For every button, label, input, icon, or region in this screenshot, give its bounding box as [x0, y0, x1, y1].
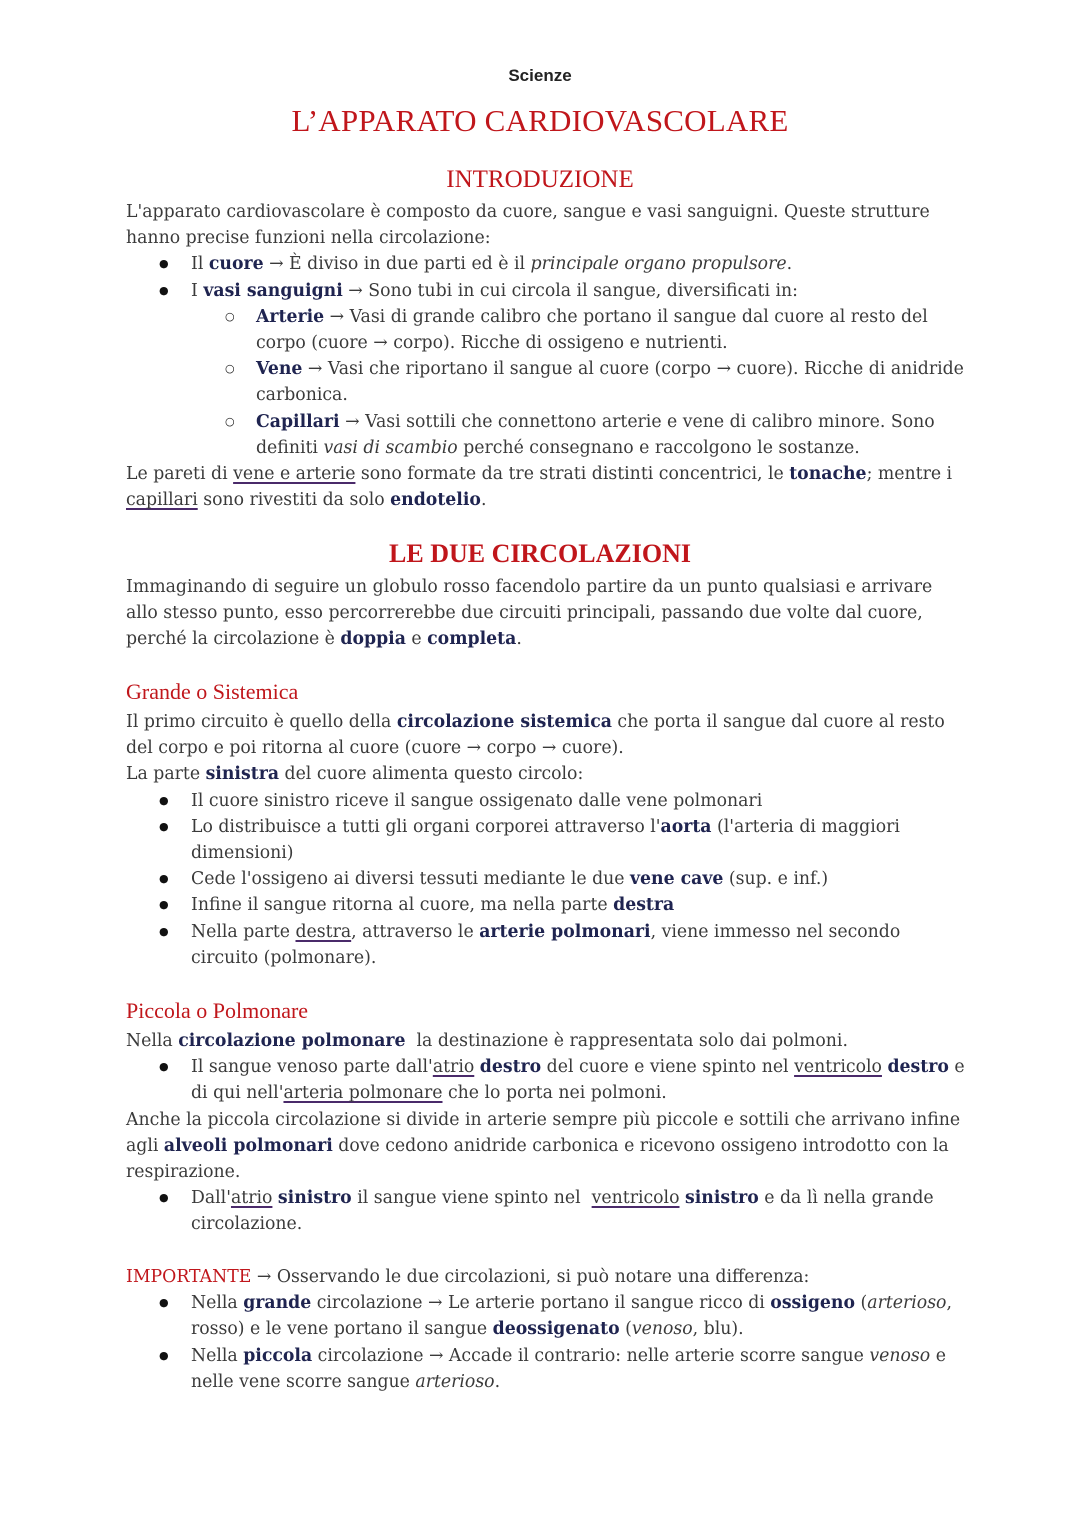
circulations-intro [126, 574, 966, 653]
sublist-item: ○ Vene → Vasi che riportano il sangue al cuore (corpo → cuore). Ricche di anidride carbonica. [126, 356, 966, 408]
grande-paragraph-2: La parte sinistra del cuore alimenta questo circolo: [126, 764, 584, 785]
piccola-list [126, 1054, 966, 1106]
page-title: L’APPARATO CARDIOVASCOLARE [291, 103, 789, 138]
circulations-paragraph: Immaginando di seguire un globulo rosso facendolo partire da un punto qualsiasi e arrivare allo stesso punto, esso percorrerebbe due circuiti principali, passando due volte dal cuore, perché la circolazione è doppia e completa. [126, 577, 933, 650]
list-item: ● Nella piccola circolazione → Accade il contrario: nelle arterie scorre sangue venoso e nelle vene scorre sangue arterioso. [126, 1343, 966, 1395]
intro-section [126, 199, 966, 513]
list-item: ● Dall'atrio sinistro il sangue viene spinto nel ventricolo sinistro e da lì nella grande circolazione. [126, 1185, 966, 1237]
list-item: ● I vasi sanguigni → Sono tubi in cui circola il sangue, diversificati in: ○ Arterie → Vasi di grande calibro che portano il sangue dal cuore al resto del corpo (cuore → corpo). Ricche di ossigeno e nutrienti. ○ Vene → Vasi che riportano il sangue al cuore (corpo → cuore). Ricche di anidride carbonica. ○ Capillari → Vasi sottili che connettono arterie e vene di calibro minore. Sono definiti vasi di scambio perché consegnano e raccolgono le sostanze. [126, 278, 966, 461]
vessel-sublist [191, 304, 966, 461]
list-item: ● Nella grande circolazione → Le arterie portano il sangue ricco di ossigeno (arterioso, rosso) e le vene portano il sangue deossigenato (venoso, blu). [126, 1290, 966, 1342]
grande-heading: Grande o Sistemica [126, 679, 299, 704]
grande-list [126, 788, 966, 971]
intro-paragraph: L'apparato cardiovascolare è composto da cuore, sangue e vasi sanguigni. Queste strutture hanno precise funzioni nella circolazione: [126, 202, 930, 249]
piccola-paragraph: Nella circolazione polmonare la destinazione è rappresentata solo dai polmoni. [126, 1031, 848, 1051]
grande-paragraph: Il primo circuito è quello della circolazione sistemica che porta il sangue dal cuore al resto del corpo e poi ritorna al cuore (cuore → corpo → cuore). [126, 712, 945, 759]
list-item: ● Infine il sangue ritorna al cuore, ma nella parte destra [126, 892, 966, 918]
list-item: ● Il cuore → È diviso in due parti ed è il principale organo propulsore. [126, 251, 966, 277]
sublist-item: ○ Capillari → Vasi sottili che connettono arterie e vene di calibro minore. Sono definiti vasi di scambio perché consegnano e raccolgono le sostanze. [126, 409, 966, 461]
list-item: ● Il sangue venoso parte dall'atrio destro del cuore e viene spinto nel ventricolo destro e di qui nell'arteria polmonare che lo porta nei polmoni. [126, 1054, 966, 1106]
piccola-section [126, 1028, 966, 1238]
importante-section [126, 1264, 966, 1395]
grande-section [126, 709, 966, 971]
list-item: ● Il cuore sinistro riceve il sangue ossigenato dalle vene polmonari [126, 788, 966, 814]
list-item: ● Nella parte destra, attraverso le arterie polmonari, viene immesso nel secondo circuito (polmonare). [126, 919, 966, 971]
piccola-heading: Piccola o Polmonare [126, 998, 309, 1023]
subject-label: Scienze [508, 66, 572, 85]
intro-walls-paragraph: Le pareti di vene e arterie sono formate da tre strati distinti concentrici, le tonache; mentre i capillari sono rivestiti da solo endotelio. [126, 464, 953, 511]
list-item: ● Cede l'ossigeno ai diversi tessuti mediante le due vene cave (sup. e inf.) [126, 866, 966, 892]
circulations-heading: LE DUE CIRCOLAZIONI [389, 539, 691, 568]
sublist-item: ○ Arterie → Vasi di grande calibro che portano il sangue dal cuore al resto del corpo (cuore → corpo). Ricche di ossigeno e nutrienti. [126, 304, 966, 356]
list-item: ● Lo distribuisce a tutti gli organi corporei attraverso l'aorta (l'arteria di maggiori dimensioni) [126, 814, 966, 866]
piccola-list-2 [126, 1185, 966, 1237]
intro-list [126, 251, 966, 461]
importante-paragraph: IMPORTANTE → Osservando le due circolazioni, si può notare una differenza: [126, 1267, 810, 1287]
intro-heading: INTRODUZIONE [446, 166, 634, 193]
importante-list [126, 1290, 966, 1395]
piccola-paragraph-2: Anche la piccola circolazione si divide in arterie sempre più piccole e sottili che arrivano infine agli alveoli polmonari dove cedono anidride carbonica e ricevono ossigeno introdotto con la respirazione. [126, 1109, 961, 1183]
importante-label: IMPORTANTE [126, 1267, 252, 1287]
